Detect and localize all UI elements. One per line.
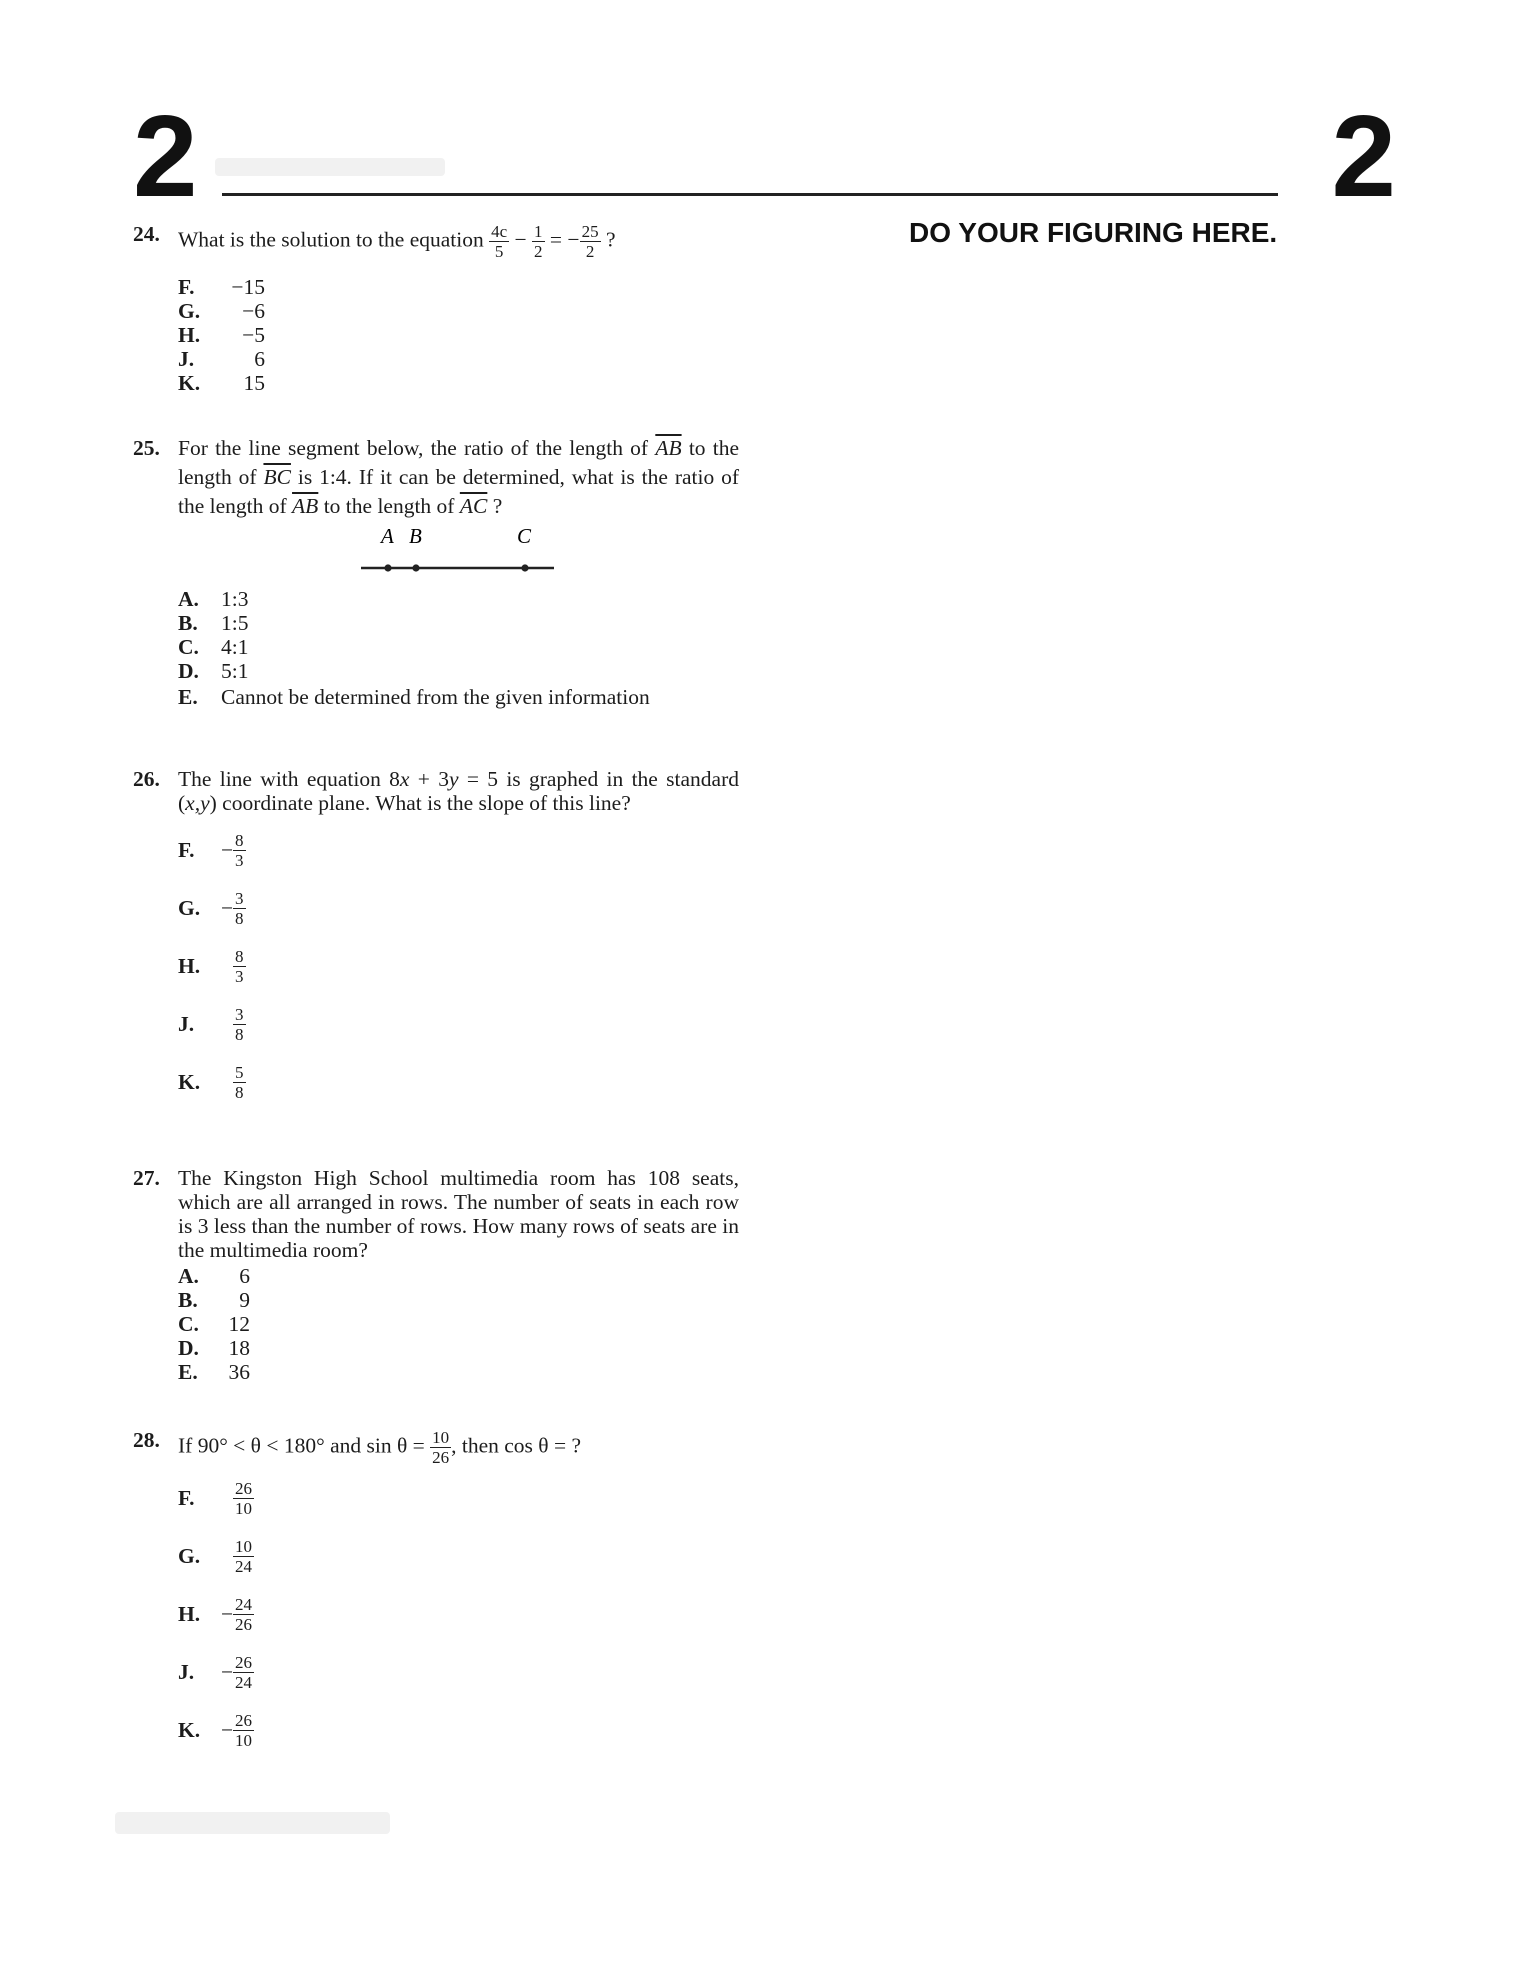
answer-choice[interactable]: H. $\frac{8}{3}$	[178, 946, 244, 986]
answer-choice[interactable]: K. 15	[178, 371, 265, 395]
question-number: 24.	[133, 222, 160, 246]
answer-choice[interactable]: G. −6	[178, 299, 265, 323]
fraction: $\frac{5}{8}$	[235, 1062, 244, 1102]
fraction: $\frac{10}{26}$	[432, 1428, 450, 1467]
question-text: What is the solution to the equation $\frac{4c}{5}$ − $\frac{1}{2}$ = − $\frac{25}{2}$ ?	[178, 222, 616, 261]
header-rule	[222, 193, 1278, 196]
answer-choices	[178, 1469, 739, 1759]
page-number-right: 2	[1331, 91, 1396, 221]
question-24	[133, 222, 739, 395]
answer-choice[interactable]: J. 6	[178, 347, 265, 371]
figuring-label: DO YOUR FIGURING HERE.	[909, 217, 1278, 248]
answer-choice[interactable]: F. $\frac{26}{10}$	[178, 1478, 252, 1518]
answer-choices	[178, 587, 739, 709]
answer-choice[interactable]: B. 9	[178, 1288, 250, 1312]
answer-choice[interactable]: C. 4:1	[178, 635, 249, 659]
answer-choice[interactable]: A. 6	[178, 1264, 250, 1288]
fraction: $\frac{3}{8}$	[235, 888, 244, 928]
answer-choice[interactable]: K. $\frac{5}{8}$	[178, 1062, 244, 1102]
answer-choices	[178, 275, 739, 395]
answer-choice[interactable]: J. $\frac{3}{8}$	[178, 1004, 244, 1044]
fraction: $\frac{1}{2}$	[534, 222, 543, 261]
point-b	[412, 564, 419, 571]
fraction: $\frac{26}{10}$	[235, 1478, 252, 1518]
line-segment-figure	[133, 521, 739, 579]
answer-choice[interactable]: J. − $\frac{26}{24}$	[178, 1652, 252, 1692]
question-text: The line with equation 8x + 3y = 5 is graphed in the standard (x,y) coordinate plane. What is the slope of this line?	[178, 767, 739, 815]
answer-choice[interactable]: B. 1:5	[178, 611, 249, 635]
answer-choice[interactable]: G. $\frac{10}{24}$	[178, 1536, 252, 1576]
point-label-a: A	[381, 524, 394, 548]
fraction: $\frac{26}{24}$	[235, 1652, 252, 1692]
point-label-c: C	[517, 524, 532, 548]
fraction: $\frac{8}{3}$	[235, 830, 244, 870]
point-a	[384, 564, 391, 571]
answer-choice[interactable]: D. 18	[178, 1336, 250, 1360]
answer-choice[interactable]: H. − $\frac{24}{26}$	[178, 1594, 252, 1634]
point-label-b: B	[409, 524, 422, 548]
question-number: 25.	[133, 436, 160, 460]
fraction: $\frac{3}{8}$	[235, 1004, 244, 1044]
fraction: $\frac{8}{3}$	[235, 946, 244, 986]
answer-choice[interactable]: D. 5:1	[178, 659, 249, 683]
answer-choice[interactable]: F. − $\frac{8}{3}$	[178, 830, 244, 870]
answer-choice[interactable]: C. 12	[178, 1312, 250, 1336]
fraction: $\frac{26}{10}$	[235, 1710, 252, 1750]
fraction: $\frac{4c}{5}$	[491, 222, 508, 261]
answer-choice[interactable]: E. Cannot be determined from the given information	[178, 685, 650, 709]
answer-choice[interactable]: H. −5	[178, 323, 265, 347]
question-28	[133, 1428, 739, 1759]
scan-smudge	[215, 158, 445, 176]
question-25	[133, 434, 739, 709]
answer-choices	[178, 821, 739, 1111]
question-27	[133, 1166, 739, 1384]
question-number: 27.	[133, 1166, 160, 1190]
answer-choices	[178, 1264, 739, 1384]
fraction: $\frac{25}{2}$	[581, 222, 599, 261]
question-text: The Kingston High School multimedia room has 108 seats, which are all arranged in rows. The number of seats in each row is 3 less than the number of rows. How many rows of seats are in the multimedia room?	[178, 1166, 739, 1262]
answer-choice[interactable]: E. 36	[178, 1360, 250, 1384]
scan-smudge	[115, 1812, 390, 1834]
question-26	[133, 767, 739, 1111]
answer-choice[interactable]: A. 1:3	[178, 587, 249, 611]
question-number: 28.	[133, 1428, 160, 1452]
fraction: $\frac{24}{26}$	[235, 1594, 252, 1634]
fraction: $\frac{10}{24}$	[235, 1536, 252, 1576]
question-number: 26.	[133, 767, 160, 791]
answer-choice[interactable]: G. − $\frac{3}{8}$	[178, 888, 244, 928]
point-c	[521, 564, 528, 571]
answer-choice[interactable]: F. −15	[178, 275, 265, 299]
question-text: If 90° < θ < 180° and sin θ = $\frac{10}{26}$ , then cos θ = ?	[178, 1428, 582, 1467]
answer-choice[interactable]: K. − $\frac{26}{10}$	[178, 1710, 252, 1750]
question-text: For the line segment below, the ratio of the length of $\overline{AB}$ to the length of $\overline{BC}$ is 1:4. If it can be determined, what is the ratio of the length of $\overline{AB}$ to the length of $\overline{AC}$ ?	[178, 436, 740, 518]
page-number-left: 2	[133, 91, 198, 221]
